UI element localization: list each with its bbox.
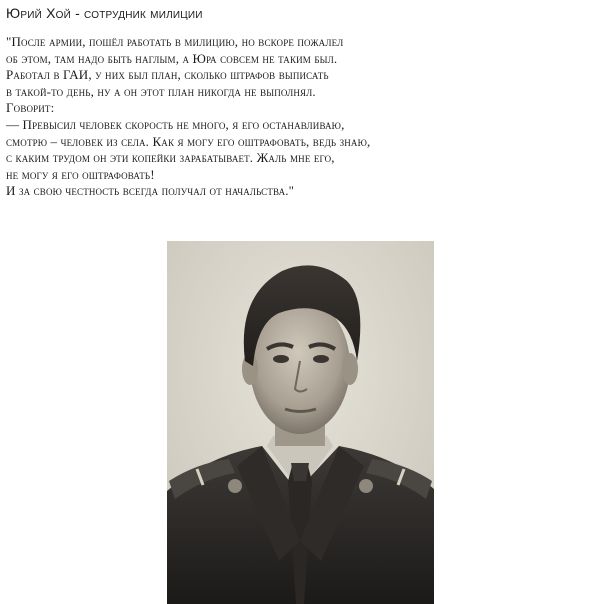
- quote-line: — Превысил человек скорость не много, я его останавливаю,: [6, 116, 345, 132]
- portrait-photo: [167, 241, 434, 604]
- quote-line: "После армии, пошёл работать в милицию, но вскоре пожалел: [6, 34, 344, 49]
- quote-line: в такой-то день, ну а он этот план никогда не выполнял.: [6, 83, 316, 99]
- quote-line: смотрю – человек из села. Как я могу его оштрафовать, ведь знаю,: [6, 133, 371, 149]
- quote-line: Говорит:: [6, 100, 55, 116]
- page-title: Юрий Хой - сотрудник милиции: [6, 5, 203, 21]
- quote-line: об этом, там надо быть наглым, а Юра совсем не таким был.: [6, 50, 338, 66]
- portrait-illustration: [167, 241, 434, 604]
- quote-block: [6, 34, 598, 200]
- quote-line: не могу я его оштрафовать!: [6, 166, 155, 182]
- quote-line: с каким трудом он эти копейки зарабатывает. Жаль мне его,: [6, 150, 335, 166]
- quote-line: И за свою честность всегда получал от начальства.": [6, 183, 295, 199]
- quote-line: Работал в ГАИ, у них был план, сколько штрафов выписать: [6, 67, 329, 83]
